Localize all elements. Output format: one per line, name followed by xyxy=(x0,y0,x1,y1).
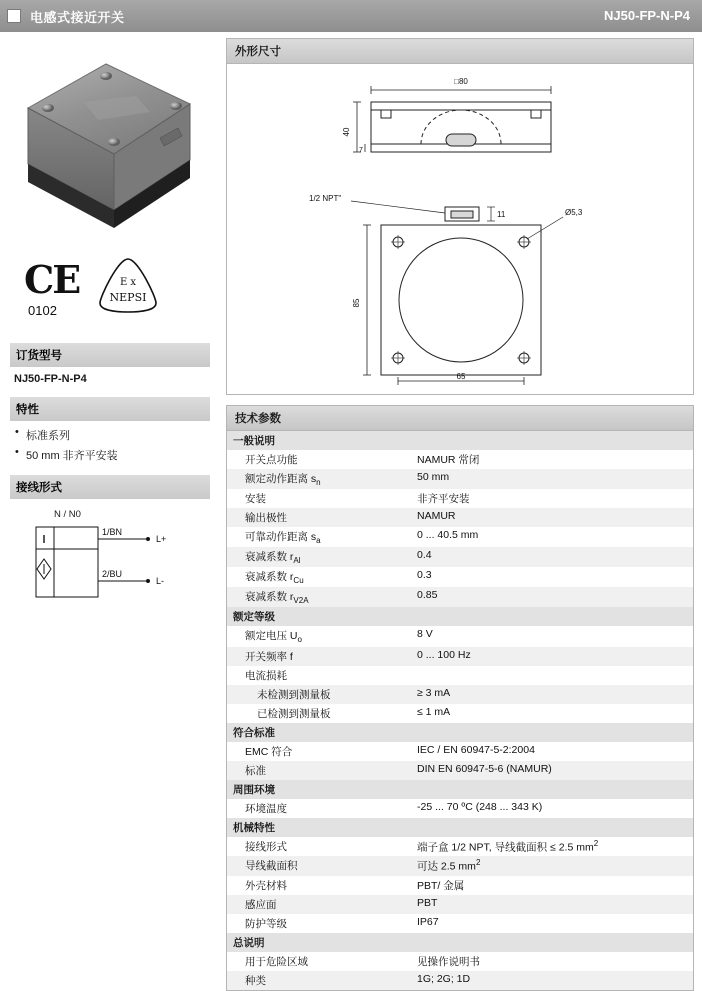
certification-marks xyxy=(10,255,210,333)
table-row xyxy=(227,547,693,567)
header-title: 电感式接近开关 xyxy=(30,9,125,25)
features-list xyxy=(10,425,210,465)
drawing-side-view xyxy=(231,72,691,192)
spec-group-label: 总说明 xyxy=(227,933,693,952)
svg-text:NEPSI: NEPSI xyxy=(109,291,147,304)
spec-group-label: 额定等级 xyxy=(227,607,693,626)
table-row xyxy=(227,508,693,527)
svg-text:L+: L+ xyxy=(156,534,167,544)
header-model-number: NJ50-FP-N-P4 xyxy=(604,8,690,23)
spec-value: 见操作说明书 xyxy=(417,955,480,968)
spec-key: 开关频率 f xyxy=(227,647,413,666)
svg-text:85: 85 xyxy=(352,298,361,308)
svg-text:1/2 NPT": 1/2 NPT" xyxy=(309,194,342,203)
spec-value: ≤ 1 mA xyxy=(417,705,451,718)
technical-data-table xyxy=(227,431,693,990)
spec-key: 衰减系数 $r_{Cu}$ xyxy=(245,571,304,586)
svg-text:40: 40 xyxy=(342,127,351,137)
svg-text:E x: E x xyxy=(119,277,137,288)
spec-key: 额定电压 $U_o$ xyxy=(245,630,302,645)
spec-value: 非齐平安装 xyxy=(417,493,470,506)
spec-group-label: 机械特性 xyxy=(227,818,693,837)
ce-notified-body-number: 0102 xyxy=(28,303,57,318)
order-code-section-title: 订货型号 xyxy=(10,343,210,367)
page-header xyxy=(0,0,702,32)
spec-value: 可达 2.5 $mm^2$ xyxy=(413,856,693,876)
spec-group-label: 一般说明 xyxy=(227,431,693,450)
spec-key: 外壳材料 xyxy=(245,879,287,892)
svg-text:2/BU: 2/BU xyxy=(102,569,123,579)
svg-text:7: 7 xyxy=(359,147,363,154)
spec-key: 已检测到测量板 xyxy=(257,707,331,720)
spec-value: 50 mm xyxy=(413,469,693,489)
spec-key: 种类 xyxy=(227,971,413,990)
spec-key: 接线形式 xyxy=(245,840,287,853)
left-column xyxy=(0,32,218,890)
spec-value: NAMUR xyxy=(413,508,693,527)
spec-key: EMC 符合 xyxy=(245,745,293,758)
table-row xyxy=(227,799,693,818)
technical-data-panel xyxy=(226,405,694,991)
table-row xyxy=(227,971,693,990)
table-row xyxy=(227,761,693,780)
dimension-drawings xyxy=(227,64,693,394)
features-section-title: 特性 xyxy=(10,397,210,421)
table-row xyxy=(227,489,693,508)
spec-key: 用于危险区域 xyxy=(245,955,308,968)
spec-value xyxy=(413,666,693,685)
table-row xyxy=(227,567,693,587)
spec-value: NAMUR 常闭 xyxy=(417,454,480,466)
spec-value: ≥ 3 mA xyxy=(413,685,693,704)
svg-text:11: 11 xyxy=(497,210,506,219)
right-column xyxy=(226,38,694,991)
spec-group-label: 周围环境 xyxy=(227,780,693,799)
table-row xyxy=(227,626,693,646)
list-item: • 标准系列 xyxy=(26,425,210,445)
nepsi-ex-icon xyxy=(94,255,162,317)
spec-value: PBT/ 金属 xyxy=(417,879,465,892)
spec-group-header xyxy=(227,607,693,626)
wiring-diagram xyxy=(10,509,210,639)
spec-key: 衰减系数 $r_{V2A}$ xyxy=(227,587,413,607)
spec-group-header xyxy=(227,431,693,450)
table-row xyxy=(227,742,693,761)
technical-data-title: 技术参数 xyxy=(227,406,693,431)
table-row xyxy=(227,837,693,857)
spec-key: 电流损耗 xyxy=(245,669,287,682)
spec-key: 环境温度 xyxy=(245,802,287,815)
spec-value: 1G; 2G; 1D xyxy=(413,971,693,990)
spec-value: 0 ... 100 Hz xyxy=(413,647,693,666)
table-row xyxy=(227,647,693,666)
spec-value: -25 ... 70 ºC (248 ... 343 K) xyxy=(417,800,543,813)
svg-text:Ø5,3: Ø5,3 xyxy=(565,208,583,217)
spec-key: 标准 xyxy=(227,761,413,780)
spec-key: 输出极性 xyxy=(227,508,413,527)
spec-value: 0 ... 40.5 mm xyxy=(417,529,479,542)
spec-value: IEC / EN 60947-5-2:2004 xyxy=(417,743,535,756)
table-row xyxy=(227,450,693,469)
spec-group-label: 符合标准 xyxy=(227,723,693,742)
wiring-section-title: 接线形式 xyxy=(10,475,210,499)
spec-key: 衰减系数 $r_{Al}$ xyxy=(227,547,413,567)
spec-key: 额定动作距离 $s_n$ xyxy=(227,469,413,489)
table-row xyxy=(227,914,693,933)
spec-value: 0.4 xyxy=(413,547,693,567)
table-row xyxy=(227,952,693,971)
table-row xyxy=(227,587,693,607)
table-row xyxy=(227,469,693,489)
spec-value: PBT xyxy=(413,895,693,914)
spec-value: 端子盒 1/2 NPT, 导线截面积 ≤ 2.5 $mm^2$ xyxy=(417,838,599,854)
spec-key: 开关点功能 xyxy=(245,454,298,466)
spec-value: 0.3 xyxy=(417,569,432,582)
table-row xyxy=(227,666,693,685)
svg-text:□80: □80 xyxy=(454,77,468,86)
order-code-value: NJ50-FP-N-P4 xyxy=(14,373,87,385)
dimensions-panel-title: 外形尺寸 xyxy=(227,39,693,64)
table-row xyxy=(227,876,693,895)
header-logo-square xyxy=(7,9,21,23)
spec-key: 可靠动作距离 $s_a$ xyxy=(245,531,321,546)
spec-key: 导线截面积 xyxy=(227,856,413,876)
spec-key: 感应面 xyxy=(227,895,413,914)
spec-key: 防护等级 xyxy=(245,917,287,930)
svg-text:1/BN: 1/BN xyxy=(102,527,123,537)
spec-group-header xyxy=(227,723,693,742)
table-row xyxy=(227,895,693,914)
drawing-front-view xyxy=(231,195,691,385)
svg-text:65: 65 xyxy=(456,372,466,381)
table-row xyxy=(227,704,693,723)
product-photo xyxy=(10,42,210,247)
product-illustration xyxy=(10,42,210,252)
list-item: • 50 mm 非齐平安装 xyxy=(26,445,210,465)
spec-group-header xyxy=(227,818,693,837)
spec-group-header xyxy=(227,933,693,952)
table-row xyxy=(227,527,693,547)
spec-key: 安装 xyxy=(245,493,266,506)
spec-key: 未检测到测量板 xyxy=(227,685,413,704)
table-row xyxy=(227,685,693,704)
spec-value: 0.85 xyxy=(413,587,693,607)
spec-value: DIN EN 60947-5-6 (NAMUR) xyxy=(413,761,693,780)
spec-group-header xyxy=(227,780,693,799)
spec-value: 8 V xyxy=(417,628,433,641)
dimensions-panel xyxy=(226,38,694,395)
ce-mark-icon: CE xyxy=(24,257,80,302)
table-row xyxy=(227,856,693,876)
spec-value: IP67 xyxy=(417,915,439,928)
wiring-type-label: N / N0 xyxy=(54,509,81,520)
svg-text:L-: L- xyxy=(156,576,165,586)
